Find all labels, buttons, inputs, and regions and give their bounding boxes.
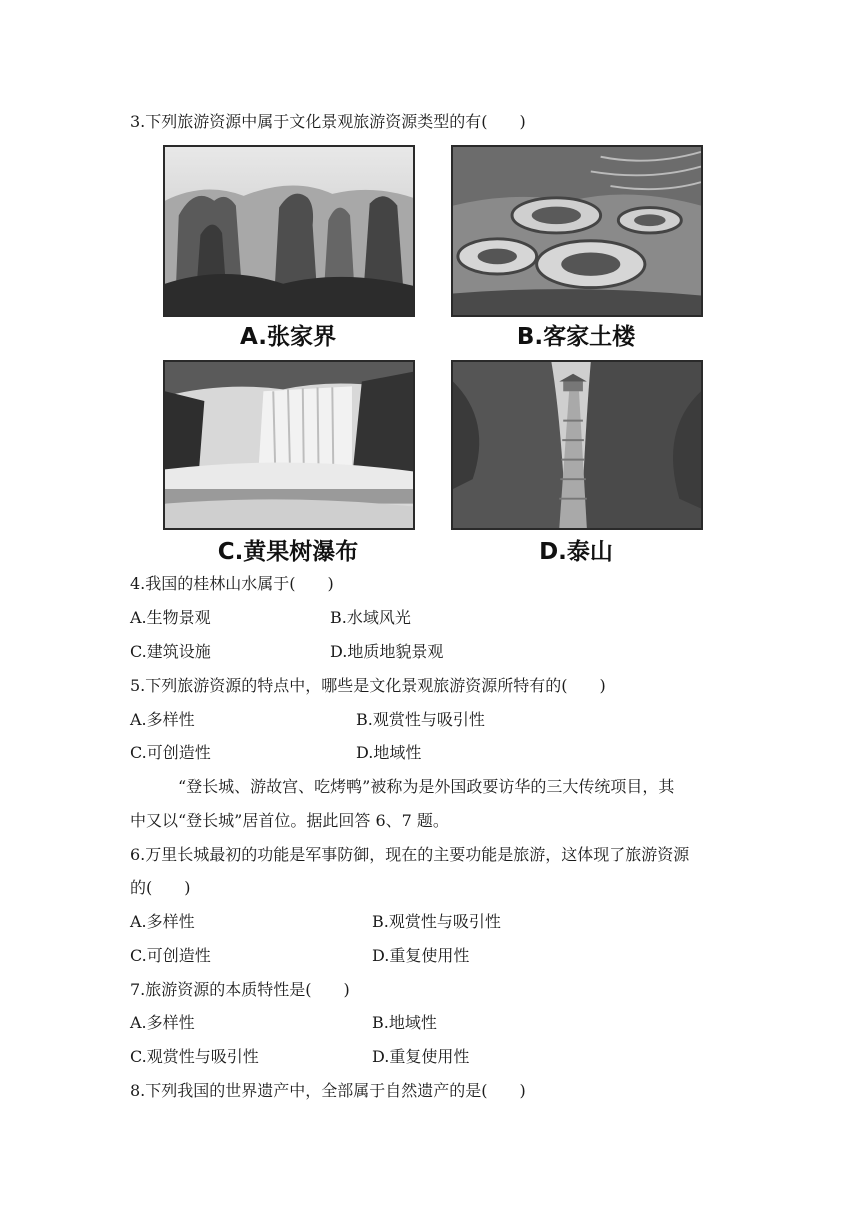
caption-d: D.泰山 (539, 539, 613, 565)
passage-line-2: 中又以“登长城”居首位。据此回答 6、7 题。 (130, 811, 449, 830)
q6-option-a: A.多样性 (130, 912, 195, 931)
passage-line-1: “登长城、游故宫、吃烤鸭”被称为是外国政要访华的三大传统项目，其 (178, 777, 675, 796)
round-earth-buildings-icon (453, 147, 701, 315)
q7-option-b: B.地域性 (372, 1013, 437, 1032)
question-7-stem: 7.旅游资源的本质特性是( ) (130, 980, 350, 999)
caption-b: B.客家土楼 (516, 324, 636, 350)
q4-option-a: A.生物景观 (130, 608, 211, 627)
q5-option-a: A.多样性 (130, 710, 195, 729)
caption-a: A.张家界 (240, 324, 336, 350)
question-3-stem: 3.下列旅游资源中属于文化景观旅游资源类型的有( ) (130, 112, 526, 131)
hakka-tulou-photo (451, 145, 703, 317)
caption-c: C.黄果树瀑布 (217, 539, 359, 565)
karst-pillar-mountains-icon (165, 147, 413, 315)
question-6-stem-line-2: 的( ) (130, 878, 191, 897)
huangguoshu-waterfall-photo (163, 360, 415, 530)
mountain-stairway-icon (453, 362, 701, 528)
q7-option-c: C.观赏性与吸引性 (130, 1047, 259, 1066)
mount-tai-photo (451, 360, 703, 530)
q6-option-c: C.可创造性 (130, 946, 211, 965)
q6-option-d: D.重复使用性 (372, 946, 470, 965)
q7-option-d: D.重复使用性 (372, 1047, 470, 1066)
q5-option-b: B.观赏性与吸引性 (356, 710, 485, 729)
q4-option-d: D.地质地貌景观 (330, 642, 444, 661)
q5-option-c: C.可创造性 (130, 743, 211, 762)
q4-option-c: C.建筑设施 (130, 642, 211, 661)
q4-option-b: B.水域风光 (330, 608, 411, 627)
question-5-stem: 5.下列旅游资源的特点中，哪些是文化景观旅游资源所特有的( ) (130, 676, 606, 695)
waterfall-icon (165, 362, 413, 528)
question-8-stem: 8.下列我国的世界遗产中，全部属于自然遗产的是( ) (130, 1081, 526, 1100)
zhangjiajie-photo (163, 145, 415, 317)
q7-option-a: A.多样性 (130, 1013, 195, 1032)
q6-option-b: B.观赏性与吸引性 (372, 912, 501, 931)
question-4-stem: 4.我国的桂林山水属于( ) (130, 574, 334, 593)
q5-option-d: D.地域性 (356, 743, 422, 762)
question-6-stem-line-1: 6.万里长城最初的功能是军事防御，现在的主要功能是旅游，这体现了旅游资源 (130, 845, 690, 864)
